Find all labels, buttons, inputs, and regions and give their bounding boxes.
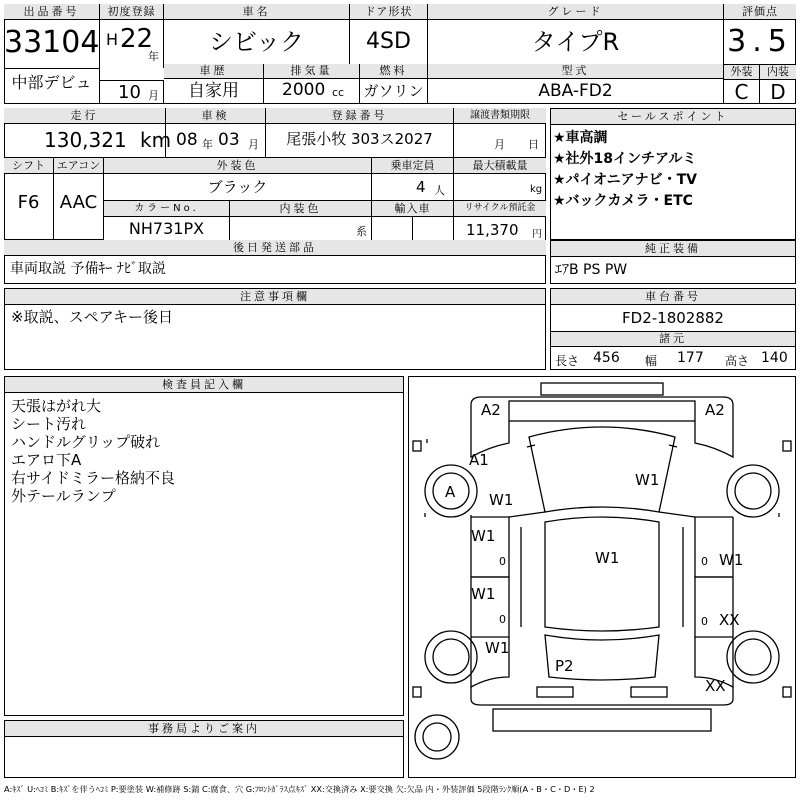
score: 3.5 xyxy=(727,24,793,59)
right-fender-outline xyxy=(695,417,733,457)
chassis-box xyxy=(550,288,796,370)
sales-point: ★バックカメラ・ETC xyxy=(553,193,693,209)
height-label: 高さ xyxy=(725,354,750,368)
inspector-note: 外テールランプ xyxy=(11,487,116,505)
color: ブラック xyxy=(207,178,268,196)
mark-fl-door: W1 xyxy=(489,491,514,509)
score-label: 評価点 xyxy=(724,4,796,20)
transfer-month-unit: 月 xyxy=(494,138,505,151)
mark-front-door-left: W1 xyxy=(471,527,496,545)
color-no-cell xyxy=(104,200,230,240)
history-col xyxy=(164,64,264,104)
mileage-unit: km xyxy=(140,128,172,152)
int-color-label: 内装色 xyxy=(230,201,371,217)
recycle-label: リサイクル預託金 xyxy=(454,201,546,217)
reg-year: 22 xyxy=(120,24,154,54)
first-reg-cell xyxy=(100,4,164,68)
inspector-note: ハンドルグリップ破れ xyxy=(11,433,161,451)
equipment-box xyxy=(550,240,796,284)
hood-outline xyxy=(529,427,675,512)
exterior-col xyxy=(724,64,760,104)
inspector-note: シート汚れ xyxy=(11,415,87,433)
inspection-cell xyxy=(166,108,266,158)
transfer-day-unit: 日 xyxy=(528,138,539,151)
color-no-label: カラーNo. xyxy=(104,201,229,217)
load-unit: kg xyxy=(530,184,543,195)
car-diagram-svg xyxy=(409,377,795,777)
specs-row xyxy=(551,347,795,371)
shift-label: シフト xyxy=(4,158,53,174)
mark-rear-door-right: XX xyxy=(719,611,740,629)
insp-year-unit: 年 xyxy=(202,138,213,151)
cautions-box xyxy=(4,288,546,370)
interior-label: 内装 xyxy=(760,65,796,80)
inspector-note: 右サイドミラー格納不良 xyxy=(11,469,175,487)
legend: A:ｷｽﾞ U:ﾍｺﾐ B:ｷｽﾞを伴うﾍｺﾐ P:要塗装 W:補修跡 S:錆 C:腐食、穴 G:ﾌﾛﾝﾄｶﾞﾗｽ点ｷｽﾞ XX:交換済み X:要交換 欠:欠品 内・外装評価 5段階ﾗﾝｸ順(A・B・C・D・E) 2 xyxy=(4,784,595,794)
grade-label: グレード xyxy=(428,4,723,20)
transfer-label: 譲渡書類期限 xyxy=(454,108,546,124)
ac-cell xyxy=(54,158,104,240)
capacity-unit: 人 xyxy=(434,184,445,197)
model: ABA-FD2 xyxy=(538,81,613,101)
reg-month: 10 xyxy=(118,82,141,103)
displacement-unit: cc xyxy=(332,86,345,99)
displacement-label: 排気量 xyxy=(264,64,359,79)
first-reg-label: 初度登録 xyxy=(100,4,163,20)
load-cell xyxy=(454,158,546,200)
rear-bumper-outline xyxy=(493,709,711,731)
later-parts-label: 後日発送部品 xyxy=(4,240,546,256)
load-label: 最大積載量 xyxy=(454,158,546,174)
displacement: 2000 xyxy=(282,80,326,100)
mark-front-door-right: W1 xyxy=(719,551,744,569)
mark-front-door-left-o: 0 xyxy=(499,555,506,568)
shift: F6 xyxy=(17,192,40,213)
inspection-label: 車検 xyxy=(166,108,265,124)
plate-label: 登録番号 xyxy=(266,108,453,124)
mark-hood: W1 xyxy=(635,471,660,489)
score-cell xyxy=(724,4,796,64)
insp-year: 08 xyxy=(176,130,198,150)
reg-month-unit: 月 xyxy=(148,89,159,102)
import-cell xyxy=(372,200,454,240)
door-cell xyxy=(350,4,428,64)
height: 140 xyxy=(761,350,788,366)
mark-front-door-right-o: 0 xyxy=(701,555,708,568)
sales-points-label: セールスポイント xyxy=(551,109,795,125)
debut-cell xyxy=(4,68,100,104)
insp-month: 03 xyxy=(218,130,240,150)
mark-rear-door-left: W1 xyxy=(471,585,496,603)
ac-label: エアコン xyxy=(54,158,103,174)
car-diagram xyxy=(408,376,796,778)
mark-rear-door-right-o: 0 xyxy=(701,615,708,628)
door-type: 4SD xyxy=(366,29,411,54)
inspector-notes xyxy=(5,393,403,509)
int-color-cell xyxy=(230,200,372,240)
era: H xyxy=(106,30,119,49)
mark-trunk: P2 xyxy=(555,657,574,675)
inspector-note: 天張はがれ大 xyxy=(11,397,102,415)
color-cell xyxy=(104,158,372,200)
ac: AAC xyxy=(59,192,98,213)
recycle-amount: 11,370 xyxy=(466,221,519,239)
mark-rear-door-left-o: 0 xyxy=(499,613,506,626)
sales-point: ★パイオニアナビ・TV xyxy=(553,172,697,188)
grade: タイプR xyxy=(531,28,620,56)
history: 自家用 xyxy=(188,81,239,101)
interior-col xyxy=(760,64,796,104)
exterior-grade: C xyxy=(734,80,749,104)
specs-label: 諸元 xyxy=(551,332,795,347)
car-name-cell xyxy=(164,4,350,64)
fuel: ガソリン xyxy=(363,82,424,100)
model-col xyxy=(428,64,724,104)
lot-number-cell xyxy=(4,4,100,68)
later-parts-cell xyxy=(4,240,546,284)
width-label: 幅 xyxy=(645,354,658,368)
import-label: 輸入車 xyxy=(372,201,453,217)
spare-tire xyxy=(415,715,459,759)
inspector-box xyxy=(4,376,404,716)
lot-number: 33104 xyxy=(4,25,100,60)
int-color-unit: 系 xyxy=(356,225,367,238)
length: 456 xyxy=(593,350,620,366)
debut-text: 中部デビュ xyxy=(11,73,92,92)
equipment-text: ｴｱB PS PW xyxy=(555,262,628,278)
sales-point: ★社外18インチアルミ xyxy=(553,151,697,167)
mark-tire-left: A xyxy=(445,483,456,501)
capacity-cell xyxy=(372,158,454,200)
mark-rear-fender-left: W1 xyxy=(485,639,510,657)
mark-front-left: A2 xyxy=(481,401,501,419)
transfer-cell xyxy=(454,108,546,158)
mark-front-right: A2 xyxy=(705,401,725,419)
sales-points-box xyxy=(550,108,796,240)
sales-point: ★車高調 xyxy=(553,130,608,146)
cautions-label: 注意事項欄 xyxy=(5,289,545,305)
grade-cell xyxy=(428,4,724,64)
fuel-label: 燃料 xyxy=(360,64,427,79)
chassis-number: FD2-1802882 xyxy=(551,305,795,332)
interior-grade: D xyxy=(770,80,786,104)
capacity: 4 xyxy=(416,178,426,196)
front-bumper-outline xyxy=(541,383,663,395)
reg-year-unit: 年 xyxy=(148,50,159,63)
chassis-label: 車台番号 xyxy=(551,289,795,305)
car-name: シビック xyxy=(208,28,305,56)
office-box xyxy=(4,720,404,778)
front-panel-outline xyxy=(471,397,733,417)
mark-fender-left: A1 xyxy=(469,451,489,469)
inspector-note: エアロ下A xyxy=(11,451,82,469)
roof-outline xyxy=(545,517,659,631)
insp-month-unit: 月 xyxy=(248,138,259,151)
inspector-label: 検査員記入欄 xyxy=(5,377,403,393)
model-label: 型式 xyxy=(428,64,723,79)
length-label: 長さ xyxy=(555,354,580,368)
mileage-label: 走行 xyxy=(4,108,165,124)
shift-cell xyxy=(4,158,54,240)
office-label: 事務局よりご案内 xyxy=(5,721,403,737)
mark-roof: W1 xyxy=(595,549,620,567)
lot-number-label: 出品番号 xyxy=(4,4,99,20)
first-reg-month-cell xyxy=(100,80,164,104)
exterior-label: 外装 xyxy=(724,65,759,80)
capacity-label: 乗車定員 xyxy=(372,158,453,174)
import-divider xyxy=(412,216,413,241)
color-no: NH731PX xyxy=(128,219,205,238)
displacement-col xyxy=(264,64,360,104)
mark-rear-right: XX xyxy=(705,677,726,695)
fuel-col xyxy=(360,64,428,104)
cautions-text: ※取説、スペアキー後日 xyxy=(11,308,173,326)
plate-number: 尾張小牧 303ス2027 xyxy=(286,130,433,148)
mileage-cell xyxy=(4,108,172,158)
recycle-unit: 円 xyxy=(532,229,542,240)
width: 177 xyxy=(677,350,704,366)
door-label: ドア形状 xyxy=(350,4,427,20)
history-label: 車歴 xyxy=(164,64,263,79)
plate-cell xyxy=(266,108,454,158)
mileage: 130,321 xyxy=(44,128,127,152)
grille-outline xyxy=(509,401,695,421)
car-name-label: 車名 xyxy=(164,4,349,20)
color-label: 外装色 xyxy=(104,158,371,174)
equipment-label: 純正装備 xyxy=(551,240,795,257)
sales-points-list xyxy=(551,125,795,215)
later-parts-text: 車両取説 予備ｷｰ ﾅﾋﾞ取説 xyxy=(10,261,166,277)
recycle-cell xyxy=(454,200,546,240)
